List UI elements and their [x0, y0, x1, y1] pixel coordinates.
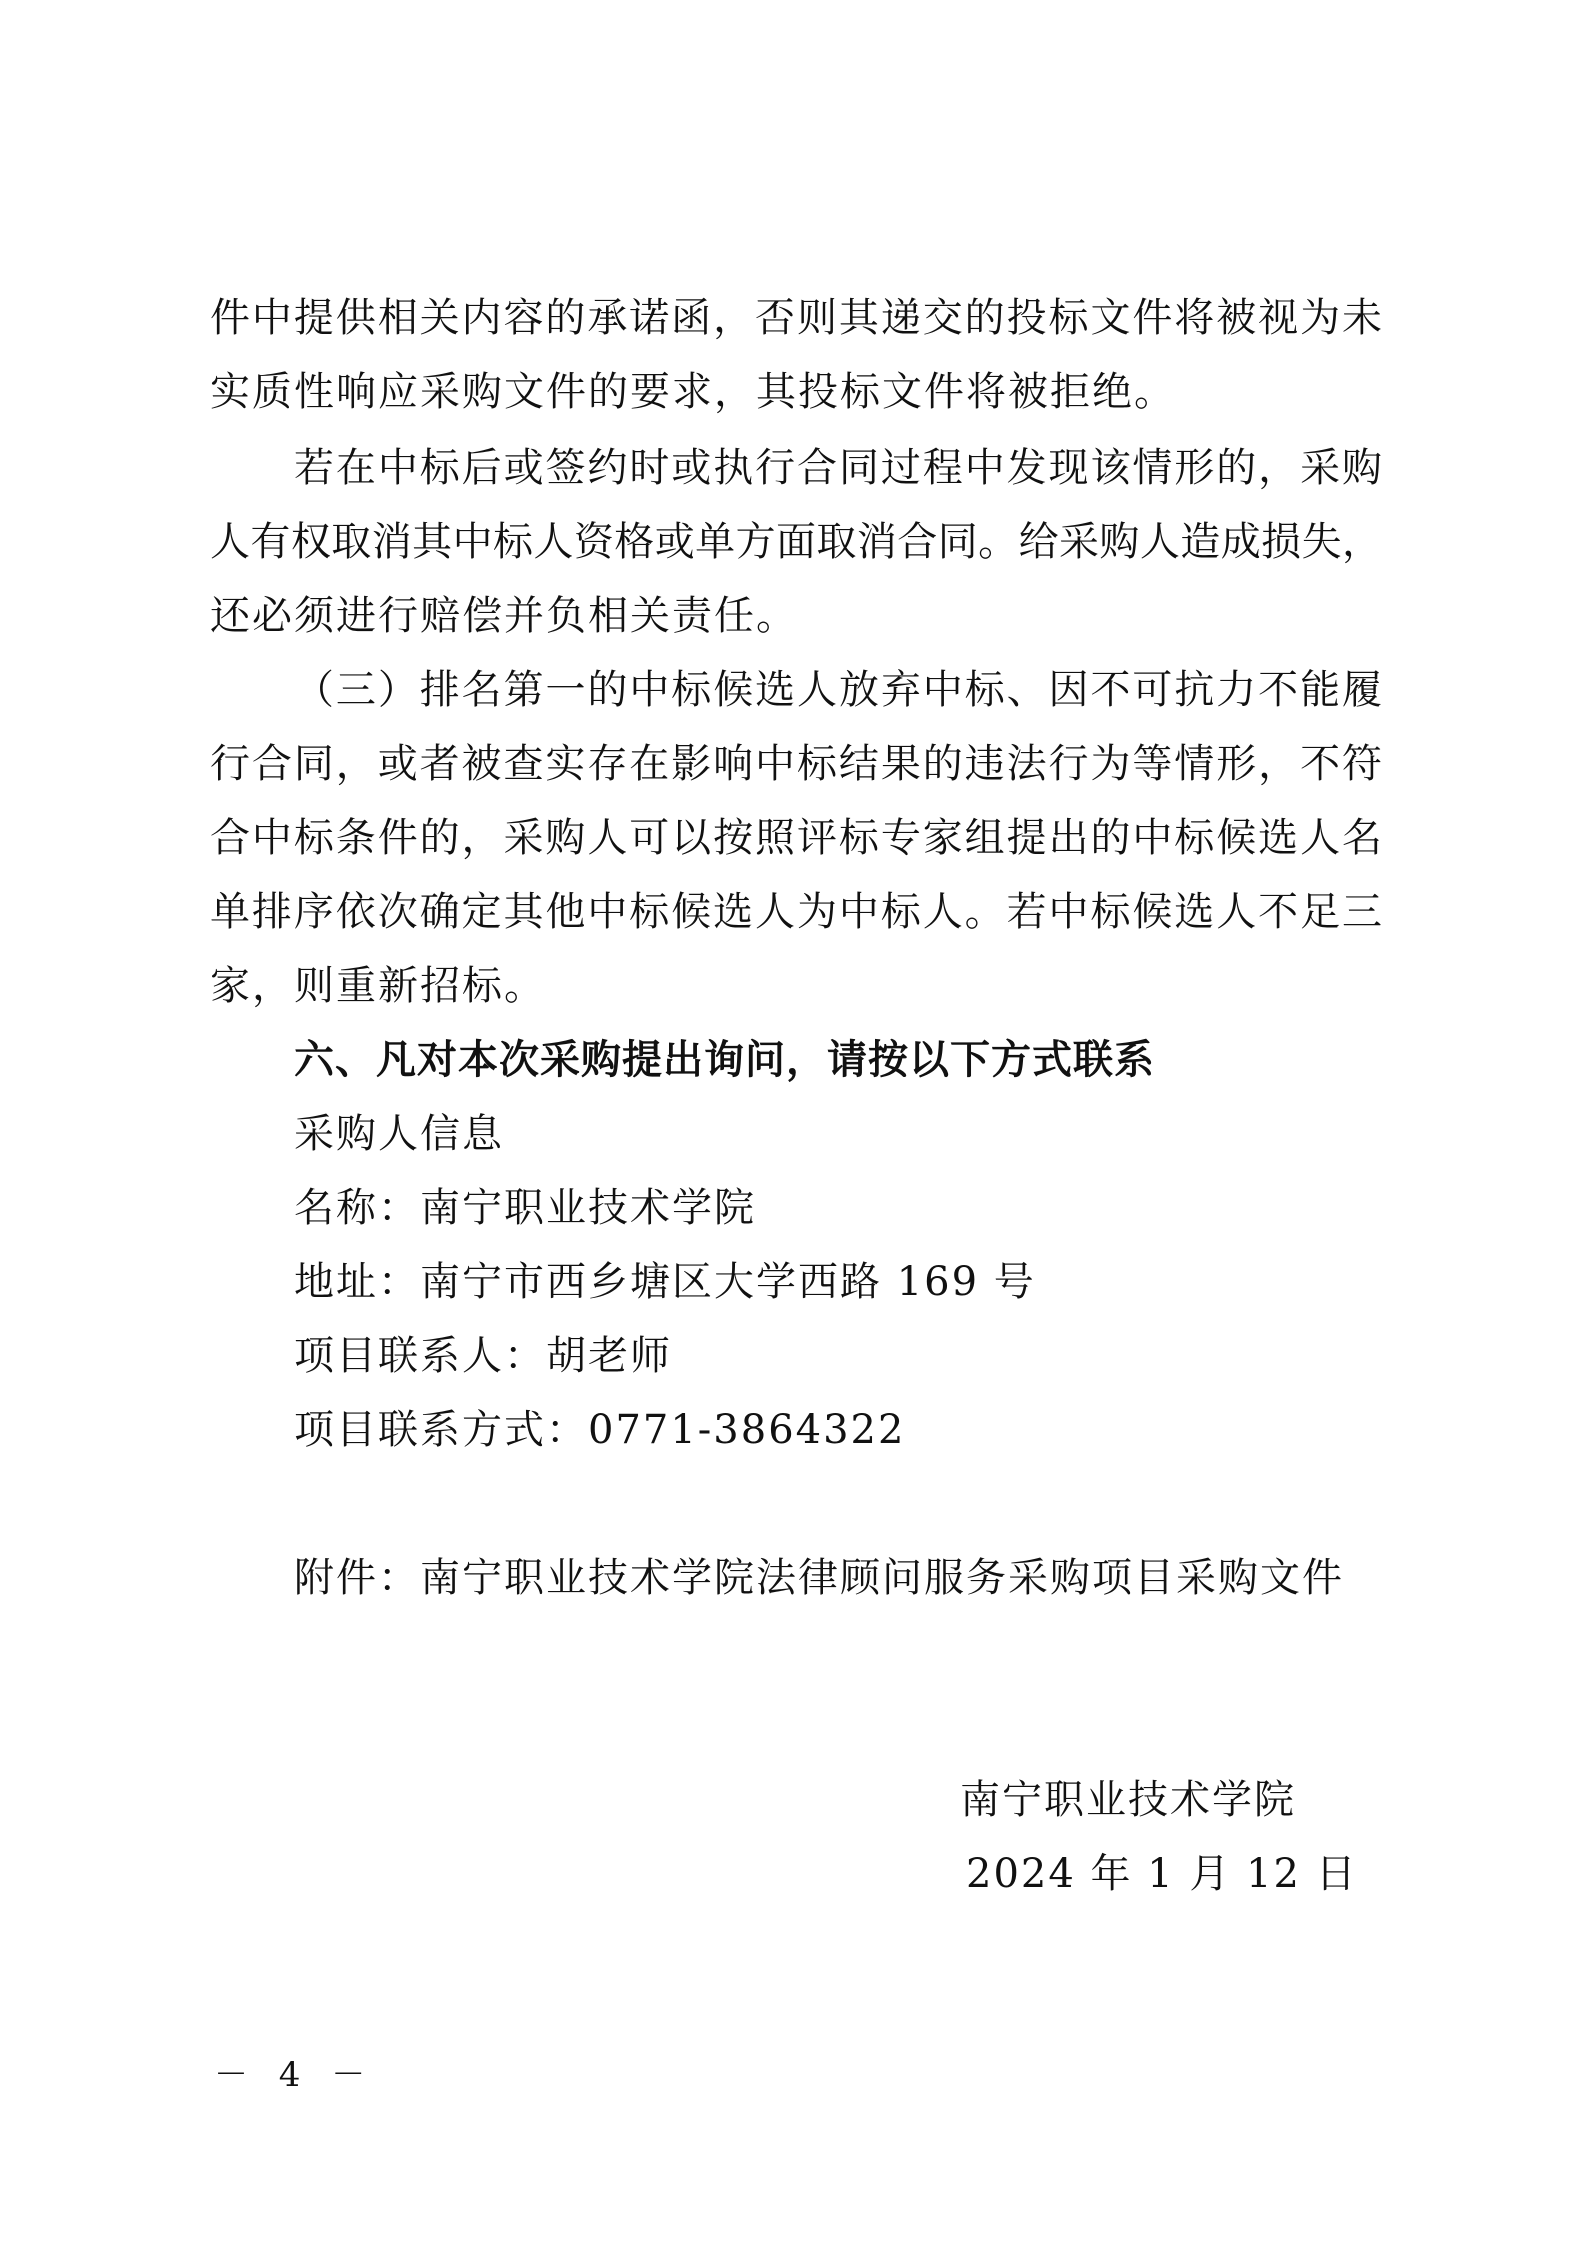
- paragraph-line: 还必须进行赔偿并负相关责任。: [210, 593, 798, 639]
- contact-phone: 项目联系方式：0771-3864322: [294, 1407, 906, 1453]
- paragraph-line: 单排序依次确定其他中标候选人为中标人。若中标候选人不足三: [210, 889, 1382, 935]
- paragraph-line: 人有权取消其中标人资格或单方面取消合同。给采购人造成损失，: [210, 519, 1382, 565]
- paragraph-line: 实质性响应采购文件的要求，其投标文件将被拒绝。: [210, 369, 1176, 415]
- purchaser-name: 名称：南宁职业技术学院: [294, 1185, 756, 1231]
- contact-person: 项目联系人：胡老师: [294, 1333, 672, 1379]
- paragraph-line: （三）排名第一的中标候选人放弃中标、因不可抗力不能履: [294, 667, 1382, 713]
- attachment-line: 附件：南宁职业技术学院法律顾问服务采购项目采购文件: [294, 1555, 1344, 1601]
- signature-organization: 南宁职业技术学院: [960, 1777, 1296, 1823]
- purchaser-address: 地址：南宁市西乡塘区大学西路 169 号: [294, 1259, 1036, 1305]
- purchaser-info-label: 采购人信息: [294, 1111, 504, 1157]
- paragraph-line: 合中标条件的，采购人可以按照评标专家组提出的中标候选人名: [210, 815, 1382, 861]
- signature-date: 2024 年 1 月 12 日: [966, 1851, 1358, 1897]
- page-number: － 4 －: [214, 2055, 376, 2095]
- paragraph-line: 行合同，或者被查实存在影响中标结果的违法行为等情形，不符: [210, 741, 1382, 787]
- paragraph-line: 家，则重新招标。: [210, 963, 546, 1009]
- section-heading: 六、凡对本次采购提出询问，请按以下方式联系: [294, 1037, 1155, 1083]
- paragraph-line: 若在中标后或签约时或执行合同过程中发现该情形的，采购: [294, 445, 1382, 491]
- paragraph-line: 件中提供相关内容的承诺函，否则其递交的投标文件将被视为未: [210, 295, 1382, 341]
